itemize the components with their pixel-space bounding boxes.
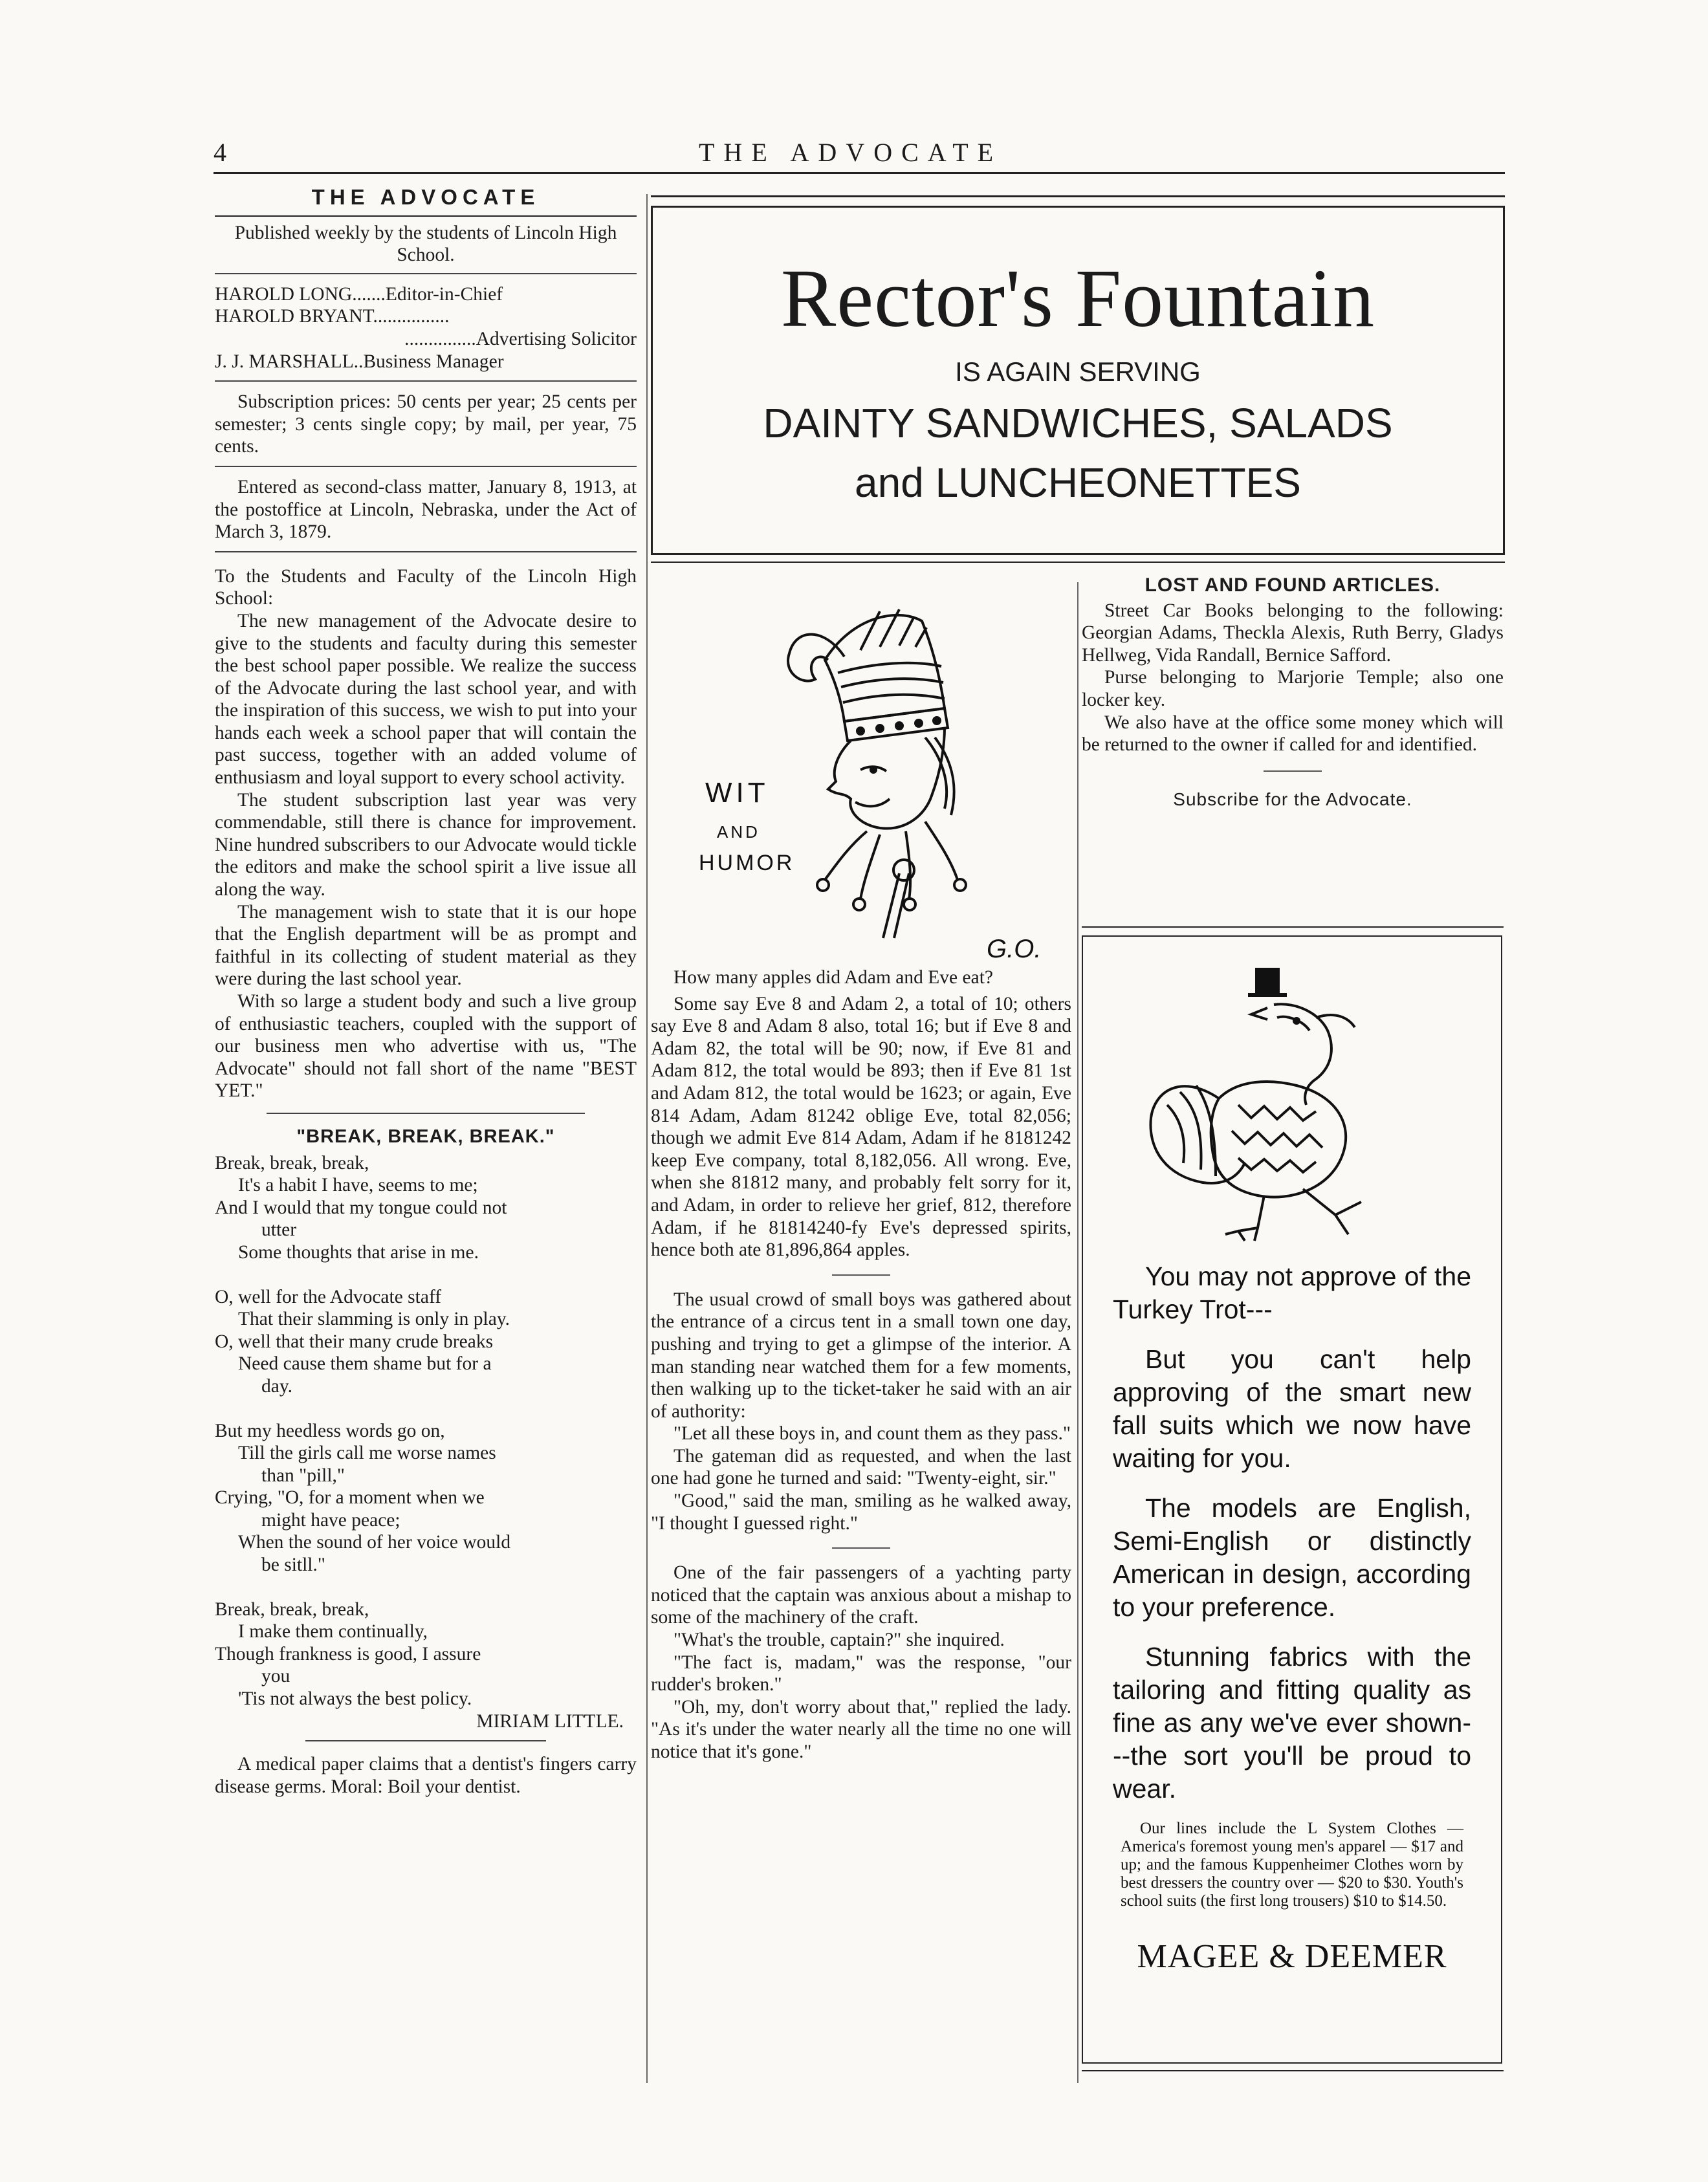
- poem-line: But my heedless words go on,: [215, 1420, 445, 1441]
- poem-line: be sitll.": [261, 1555, 325, 1576]
- magee-top-rule: [1082, 926, 1504, 928]
- staff-line-4: J. J. MARSHALL..Business Manager: [215, 351, 504, 372]
- ad-bottom-rule: [651, 562, 1505, 563]
- lost-found-paragraph: We also have at the office some money which will be returned to the owner if called for and identified.: [1082, 712, 1504, 756]
- subscription-prices: Subscription prices: 50 cents per year; 25 cents per semester; 3 cents single copy; by mail, per year, 75 cents.: [215, 391, 637, 457]
- magee-ad: [1082, 935, 1502, 2064]
- letter-paragraph: The new management of the Advocate desire to give to the students and faculty during this semester the best school paper possible. We realize the success of the Advocate during the last school year, and with the inspiration of this success, we wish to put into your hands each week a school paper that will contain the past success, together with an added volume of enthusiasm and loyal support to every school activity.: [215, 610, 637, 789]
- staff-line-1: HAROLD LONG.......Editor-in-Chief: [215, 283, 503, 305]
- staff-line-2: HAROLD BRYANT................: [215, 306, 450, 327]
- divider: [267, 1113, 585, 1114]
- magee-fine-print: Our lines include the L System Clothes — America's foremost young men's apparel — $17 and up; and the famous Kuppenheimer Clothes worn by best dressers the country over — $20 to $30. Youth's school suits (the first long trousers) $10 to $14.50.: [1121, 1820, 1463, 1910]
- yacht-paragraph: One of the fair passengers of a yachting party noticed that the captain was anxious about a mishap to some of the machinery of the craft.: [651, 1562, 1071, 1628]
- header-rule: [214, 172, 1505, 174]
- cartoon-word-wit: WIT: [705, 777, 769, 809]
- divider: [215, 273, 637, 274]
- rector-ad-name: Rector's Fountain: [780, 252, 1375, 344]
- medical-joke: A medical paper claims that a dentist's fingers carry disease germs. Moral: Boil your dentist.: [215, 1754, 637, 1797]
- divider: [832, 1274, 890, 1276]
- jester-icon: [686, 576, 1074, 964]
- poem-line: day.: [261, 1375, 293, 1397]
- page-number: 4: [214, 138, 226, 167]
- magee-name: MAGEE & DEEMER: [1137, 1938, 1447, 1975]
- magee-paragraph: The models are English, Semi-English or distinctly American in design, according to your preference.: [1113, 1493, 1471, 1622]
- poem-line: Break, break, break,: [215, 1598, 369, 1620]
- magee-paragraph: You may not approve of the Turkey Trot---: [1113, 1261, 1471, 1324]
- rector-ad-line1: IS AGAIN SERVING: [955, 356, 1201, 387]
- letter-paragraph: With so large a student body and such a live group of enthusiastic teachers, coupled with the support of our business men who advertise with us, "The Advocate" should not fall short of the name "BEST YET.": [215, 991, 637, 1102]
- poem: [215, 1152, 637, 1733]
- divider: [215, 380, 637, 382]
- poem-line: Some thoughts that arise in me.: [238, 1241, 479, 1263]
- jester-illustration: [686, 576, 1074, 964]
- yacht-paragraph: "The fact is, madam," was the response, "our rudder's broken.": [651, 1652, 1071, 1696]
- poem-line: I make them continually,: [238, 1621, 428, 1642]
- magee-paragraph: But you can't help approving of the smart new fall suits which we now have waiting for you.: [1113, 1344, 1471, 1473]
- poem-line: O, well that their many crude breaks: [215, 1331, 494, 1352]
- divider: [215, 551, 637, 552]
- apples-question: How many apples did Adam and Eve eat?: [673, 967, 993, 988]
- cartoon-signature: G.O.: [987, 935, 1042, 963]
- poem-line: 'Tis not always the best policy.: [238, 1688, 472, 1710]
- poem-line: Need cause them shame but for a: [238, 1353, 492, 1375]
- divider: [1264, 770, 1322, 772]
- letter-salutation: To the Students and Faculty of the Lincoln High School:: [215, 565, 637, 609]
- magee-bottom-rule: [1082, 2070, 1504, 2071]
- poem-line: That their slamming is only in play.: [238, 1309, 510, 1330]
- rector-ad: [651, 206, 1505, 555]
- letter-paragraph: The management wish to state that it is our hope that the English department will be as prompt and faithful in its collecting of student material as they were during the last school year.: [215, 901, 637, 990]
- poem-line: Till the girls call me worse names: [238, 1443, 496, 1464]
- column-rule-left: [646, 194, 648, 2083]
- poem-line: than "pill,": [261, 1465, 345, 1486]
- masthead-rule: [215, 215, 637, 217]
- apples-answer: Some say Eve 8 and Adam 2, a total of 10; others say Eve 8 and Adam 8 also, total 16; but if Eve 8 and Adam 82, the total will be 90; now, if Eve 81 and Adam 812, the total would be 893; then if Eve 81 1st and Adam 812, the total would be 1623; or again, Eve 814 Adam, Adam 81242 oblige Eve, total 82,056; though we admit Eve 814 Adam, Adam if he 8181242 keep Eve company, total 8,182,056. All wrong. Eve, when she 81812 many, and probably felt sorry for it, and Adam, in order to relieve her grief, 812, therefore Adam, if he 81814240-fy Eve's depressed spirits, hence both ate 81,896,864 apples.: [651, 993, 1071, 1261]
- letter-paragraph: The student subscription last year was very commendable, still there is chance for improvement. Nine hundred subscribers to our Advocate would tickle the editors and make the school spirit a live issue all along the way.: [215, 789, 637, 900]
- poem-line: It's a habit I have, seems to me;: [238, 1175, 478, 1196]
- yacht-paragraph: "What's the trouble, captain?" she inquired.: [673, 1630, 1005, 1651]
- turkey-illustration: [1141, 956, 1439, 1247]
- lost-found-paragraph: Purse belonging to Marjorie Temple; also one locker key.: [1082, 667, 1504, 710]
- rector-ad-line3: and LUNCHEONETTES: [855, 459, 1301, 506]
- poem-line: you: [261, 1666, 290, 1687]
- circus-paragraph: "Let all these boys in, and count them as they pass.": [673, 1423, 1071, 1445]
- poem-line: When the sound of her voice would: [238, 1532, 511, 1553]
- divider: [305, 1740, 546, 1741]
- circus-paragraph: The gateman did as requested, and when the last one had gone he turned and said: "Twenty-eight, sir.": [651, 1445, 1071, 1489]
- poem-author: MIRIAM LITTLE.: [476, 1710, 624, 1732]
- divider: [215, 466, 637, 467]
- yacht-paragraph: "Oh, my, don't worry about that," replied the lady. "As it's under the water nearly all the time no one will notice that it's gone.": [651, 1696, 1071, 1762]
- poem-line: And I would that my tongue could not: [215, 1197, 507, 1218]
- poem-line: Crying, "O, for a moment when we: [215, 1487, 485, 1509]
- circus-paragraph: "Good," said the man, smiling as he walked away, "I thought I guessed right.": [651, 1490, 1071, 1534]
- magee-ad-copy: [1113, 1260, 1471, 1976]
- column-rule-right: [1077, 582, 1078, 2083]
- poem-line: utter: [261, 1219, 297, 1241]
- lost-found-paragraph: Street Car Books belonging to the following: Georgian Adams, Theckla Alexis, Ruth Berry, Gladys Hellweg, Vida Randall, Bernice Safford.: [1082, 600, 1504, 666]
- poem-line: Though frankness is good, I assure: [215, 1643, 481, 1664]
- circus-paragraph: The usual crowd of small boys was gathered about the entrance of a circus tent in a small town one day, pushing and trying to get a glimpse of the interior. A man standing near watched them for a few moments, then walking up to the ticket-taker he said with an air of authority:: [651, 1289, 1071, 1422]
- left-column: [215, 186, 637, 1798]
- divider: [832, 1547, 890, 1549]
- ad-top-rule: [651, 195, 1505, 197]
- poem-line: Break, break, break,: [215, 1152, 369, 1173]
- cartoon-word-and: AND: [717, 822, 760, 842]
- poem-line: might have peace;: [261, 1509, 400, 1531]
- running-title: THE ADVOCATE: [699, 138, 1003, 167]
- postal-entry: Entered as second-class matter, January 8, 1913, at the postoffice at Lincoln, Nebraska, under the Act of March 3, 1879.: [215, 476, 637, 543]
- magee-paragraph: Stunning fabrics with the tailoring and fitting quality as fine as any we've ever shown---the sort you'll be proud to wear.: [1113, 1642, 1471, 1804]
- cartoon-word-humor: HUMOR: [699, 851, 795, 875]
- lost-found-title: LOST AND FOUND ARTICLES.: [1144, 574, 1441, 596]
- staff-line-3: ...............Advertising Solicitor: [404, 328, 637, 349]
- turkey-icon: [1141, 956, 1439, 1247]
- middle-column: [651, 966, 1071, 1763]
- masthead-published: Published weekly by the students of Lincoln High School.: [234, 222, 617, 266]
- poem-title: "BREAK, BREAK, BREAK.": [296, 1126, 555, 1147]
- subscribe-notice: Subscribe for the Advocate.: [1173, 789, 1412, 809]
- rector-ad-line2: DAINTY SANDWICHES, SALADS: [763, 400, 1393, 446]
- right-column: [1082, 574, 1504, 811]
- masthead-title: THE ADVOCATE: [311, 185, 540, 209]
- poem-line: O, well for the Advocate staff: [215, 1286, 442, 1307]
